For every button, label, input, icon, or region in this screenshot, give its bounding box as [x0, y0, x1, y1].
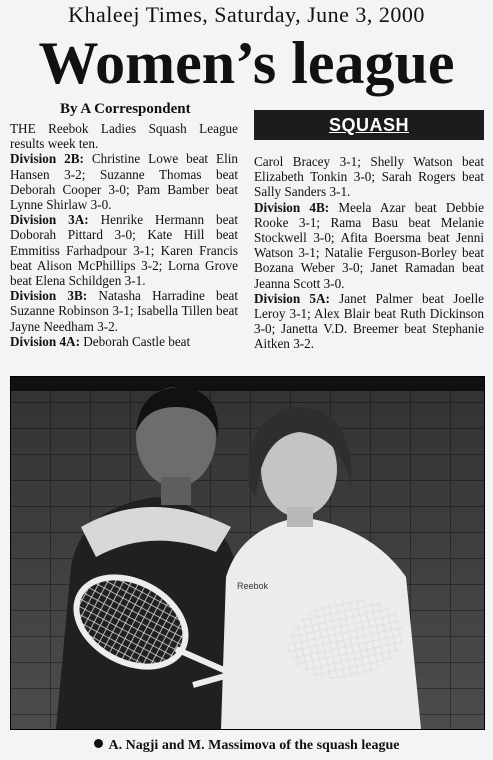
section-label: SQUASH	[328, 114, 409, 135]
article-photo	[10, 376, 485, 730]
division-label: Division 3B:	[10, 288, 88, 304]
result-paragraph	[254, 154, 484, 200]
article-byline: By A Correspondent	[60, 101, 191, 117]
division-results: Natasha Harradine beat Suzanne Robinson 3-1; Isabella Tillen beat Jayne Needham 3-2.	[10, 288, 239, 334]
bullet-icon	[94, 739, 103, 748]
article-column-1	[10, 121, 238, 349]
result-paragraph	[10, 334, 238, 349]
division-label: Division 4B:	[254, 199, 330, 215]
photo-caption-text: A. Nagji and M. Massimova of the squash league	[108, 738, 400, 753]
newspaper-dateline: Khaleej Times, Saturday, June 3, 2000	[68, 2, 425, 27]
result-paragraph	[254, 291, 484, 352]
division-results: Deborah Castle beat	[83, 333, 191, 349]
division-results: Christine Lowe beat Elin Hansen 3-2; Suzanne Thomas beat Deborah Cooper 3-0; Pam Bamber beat Lynne Shirlaw 3-0.	[10, 151, 239, 213]
division-results: Henrike Hermann beat Doborah Pittard 3-0; Kate Hill beat Emmitiss Farhadpour 3-1; Karen Francis beat Alison McPhillips 3-2; Lorna Grove beat Elena Schildgen 3-1.	[10, 212, 238, 289]
result-paragraph	[254, 200, 484, 291]
result-paragraph	[10, 212, 238, 288]
division-label: Division 2B:	[10, 151, 84, 167]
article-column-2	[254, 154, 484, 352]
result-paragraph	[10, 151, 238, 212]
division-results: Meela Azar beat Debbie Rooke 3-1; Rama Basu beat Melanie Stockwell 3-0; Afita Boersma beat Jenni Watson 3-1; Natalie Ferguson-Borley beat Bozana Weber 3-0; Janet Ramadan beat Jeanna Scott 3-0.	[254, 199, 485, 291]
article-headline: Women’s league	[38, 30, 455, 96]
reebok-shirt-logo: Reebok	[237, 581, 269, 591]
photo-caption	[0, 738, 493, 754]
division-results: Carol Bracey 3-1; Shelly Watson beat Elizabeth Tonkin 3-0; Sarah Rogers beat Sally Sanders 3-1.	[254, 154, 484, 200]
photo-illustration	[11, 377, 484, 729]
division-label: Division 4A:	[10, 333, 80, 349]
division-label: Division 5A:	[254, 290, 330, 306]
division-results: Janet Palmer beat Joelle Leroy 3-1; Alex Blair beat Ruth Dickinson 3-0; Janetta V.D. Breemer beat Stephanie Aitken 3-2.	[254, 290, 484, 352]
article-intro: THE Reebok Ladies Squash League results week ten.	[10, 121, 238, 152]
result-paragraph	[10, 288, 238, 334]
section-banner-squash	[254, 110, 484, 140]
division-label: Division 3A:	[10, 212, 89, 228]
